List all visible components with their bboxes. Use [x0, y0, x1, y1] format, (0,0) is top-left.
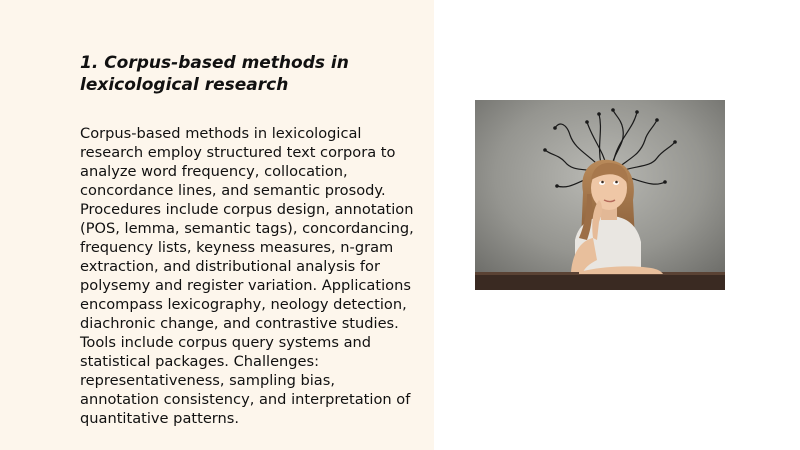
thinking-woman-photo	[475, 100, 725, 290]
slide-body-text: Corpus-based methods in lexicological research employ structured text corpora to analyze word frequency, collocation, concordance lines, and semantic prosody. Procedures include corpus design, annotation (POS, lemma, semantic tags), concordancing, frequency lists, keyness measures, n-gram extraction, and distributional analysis for polysemy and register variation. Applications encompass lexicography, neology detection, diachronic change, and contrastive studies. Tools include corpus query systems and statistical packages. Challenges: representativeness, sampling bias, annotation consistency, and interpretation of quantitative patterns.	[80, 125, 414, 427]
slide-title: 1. Corpus-based methods in lexicological research	[80, 53, 349, 95]
